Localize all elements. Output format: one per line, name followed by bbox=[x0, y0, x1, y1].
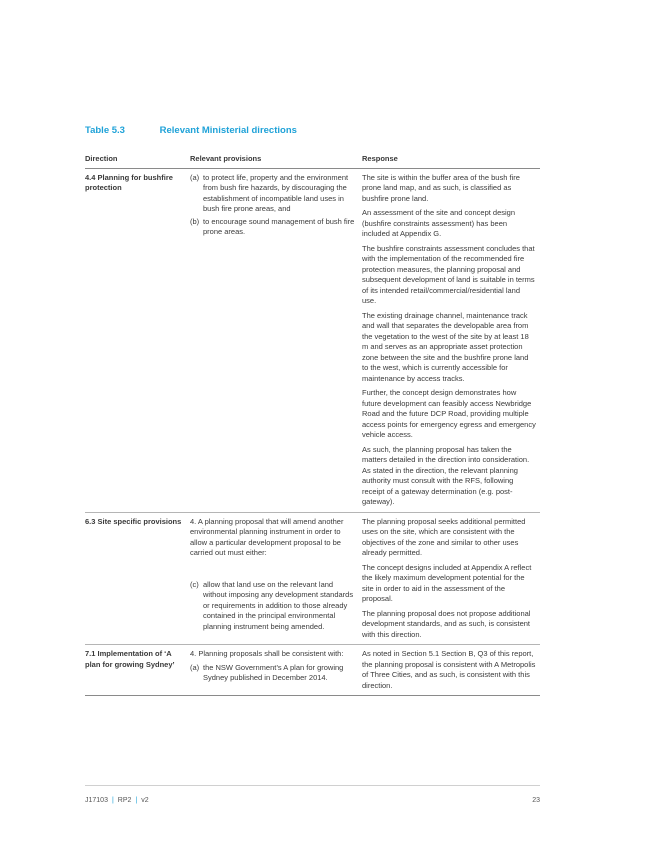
page-number: 23 bbox=[532, 797, 540, 804]
response-cell bbox=[362, 168, 540, 512]
table-number: Table 5.3 bbox=[85, 125, 125, 136]
response-paragraph: Further, the concept design demonstrates how future development can feasibly access Newbridge Road and the future DCP Road, providing multiple access points for emergency egress and emergency vehicle access. bbox=[362, 388, 536, 439]
provision-text: to encourage sound management of bush fire prone areas. bbox=[203, 216, 355, 236]
header-provisions: Relevant provisions bbox=[190, 152, 362, 168]
provision-label: (a) bbox=[190, 662, 200, 672]
provision-item bbox=[190, 580, 358, 633]
table-title: Relevant Ministerial directions bbox=[159, 125, 297, 136]
response-paragraph: The planning proposal seeks additional permitted uses on the site, which are consistent with the objectives of the zone and similar to other uses already permitted. bbox=[362, 516, 526, 557]
provision-intro: 4. A planning proposal that will amend another environmental planning instrument in order to allow a particular development proposal to be carried out must either: bbox=[190, 516, 344, 557]
response-cell bbox=[362, 645, 540, 696]
response-paragraph: The existing drainage channel, maintenance track and wall that separates the developable area from the vegetation to the west of the site by at least 18 m and serves as an appropriate asset protection zone between the site and the bushfire prone land to the west, which is currently accessible for maintenance by access tracks. bbox=[362, 310, 529, 383]
footer-doc-code: RP2 bbox=[117, 797, 132, 804]
table-row bbox=[85, 512, 540, 645]
provision-item bbox=[190, 217, 358, 238]
page-footer bbox=[85, 797, 540, 804]
response-paragraph: An assessment of the site and concept design (bushfire constraints assessment) has been included at Appendix G. bbox=[362, 208, 516, 238]
provision-text: the NSW Government’s A plan for growing Sydney published in December 2014. bbox=[203, 662, 344, 682]
footer-job-number: J17103 bbox=[85, 797, 108, 804]
footer-version: v2 bbox=[141, 797, 149, 804]
response-paragraph: As noted in Section 5.1 Section B, Q3 of this report, the planning proposal is consistent with A Metropolis of Three Cities, and as such, is consistent with this direction. bbox=[362, 649, 536, 690]
ministerial-directions-table bbox=[85, 152, 540, 696]
table-row bbox=[85, 168, 540, 512]
footer-separator: | bbox=[135, 797, 138, 804]
response-paragraph: As such, the planning proposal has taken the matters detailed in the direction into consideration. As stated in the direction, the relevant planning authority must consult with the RFS, following receipt of a gateway determination (e.g. post-gateway). bbox=[362, 444, 530, 506]
provision-intro: 4. Planning proposals shall be consistent with: bbox=[190, 649, 344, 658]
provision-item bbox=[190, 663, 358, 684]
direction-cell: 6.3 Site specific provisions bbox=[85, 512, 190, 645]
response-cell bbox=[362, 512, 540, 645]
footer-separator: | bbox=[111, 797, 114, 804]
provisions-cell bbox=[190, 512, 362, 645]
response-paragraph: The site is within the buffer area of the bush fire prone land map, and as such, is classified as bushfire prone land. bbox=[362, 172, 520, 203]
provision-text: to protect life, property and the environment from bush fire hazards, by discouraging the establishment of incompatible land uses in bush fire prone areas, and bbox=[203, 172, 349, 213]
provision-text: allow that land use on the relevant land without imposing any development standards or requirements in addition to those already contained in the principal environmental planning instrument being amended. bbox=[203, 579, 354, 631]
header-direction: Direction bbox=[85, 152, 190, 168]
provision-item bbox=[190, 173, 358, 215]
provisions-cell bbox=[190, 645, 362, 696]
direction-cell: 4.4 Planning for bushfire protection bbox=[85, 168, 190, 512]
table-caption bbox=[85, 125, 297, 136]
direction-cell: 7.1 Implementation of ‘A plan for growing Sydney’ bbox=[85, 645, 190, 696]
table-row bbox=[85, 645, 540, 696]
provision-label: (c) bbox=[190, 579, 199, 589]
provisions-cell bbox=[190, 168, 362, 512]
header-response: Response bbox=[362, 152, 540, 168]
provision-label: (b) bbox=[190, 216, 200, 226]
response-paragraph: The bushfire constraints assessment concludes that with the implementation of the recommended fire protection measures, the planning proposal and subsequent development of land is suitable in terms of its intended retail/commercial/residential land use. bbox=[362, 243, 535, 305]
footer-divider bbox=[85, 785, 540, 786]
response-paragraph: The concept designs included at Appendix A reflect the likely maximum development potential for the site in order to aid in the assessment of the proposal. bbox=[362, 562, 532, 603]
response-paragraph: The planning proposal does not propose additional development standards, and as such, is consistent with this direction. bbox=[362, 608, 531, 639]
table-header-row bbox=[85, 152, 540, 168]
provision-label: (a) bbox=[190, 172, 200, 182]
